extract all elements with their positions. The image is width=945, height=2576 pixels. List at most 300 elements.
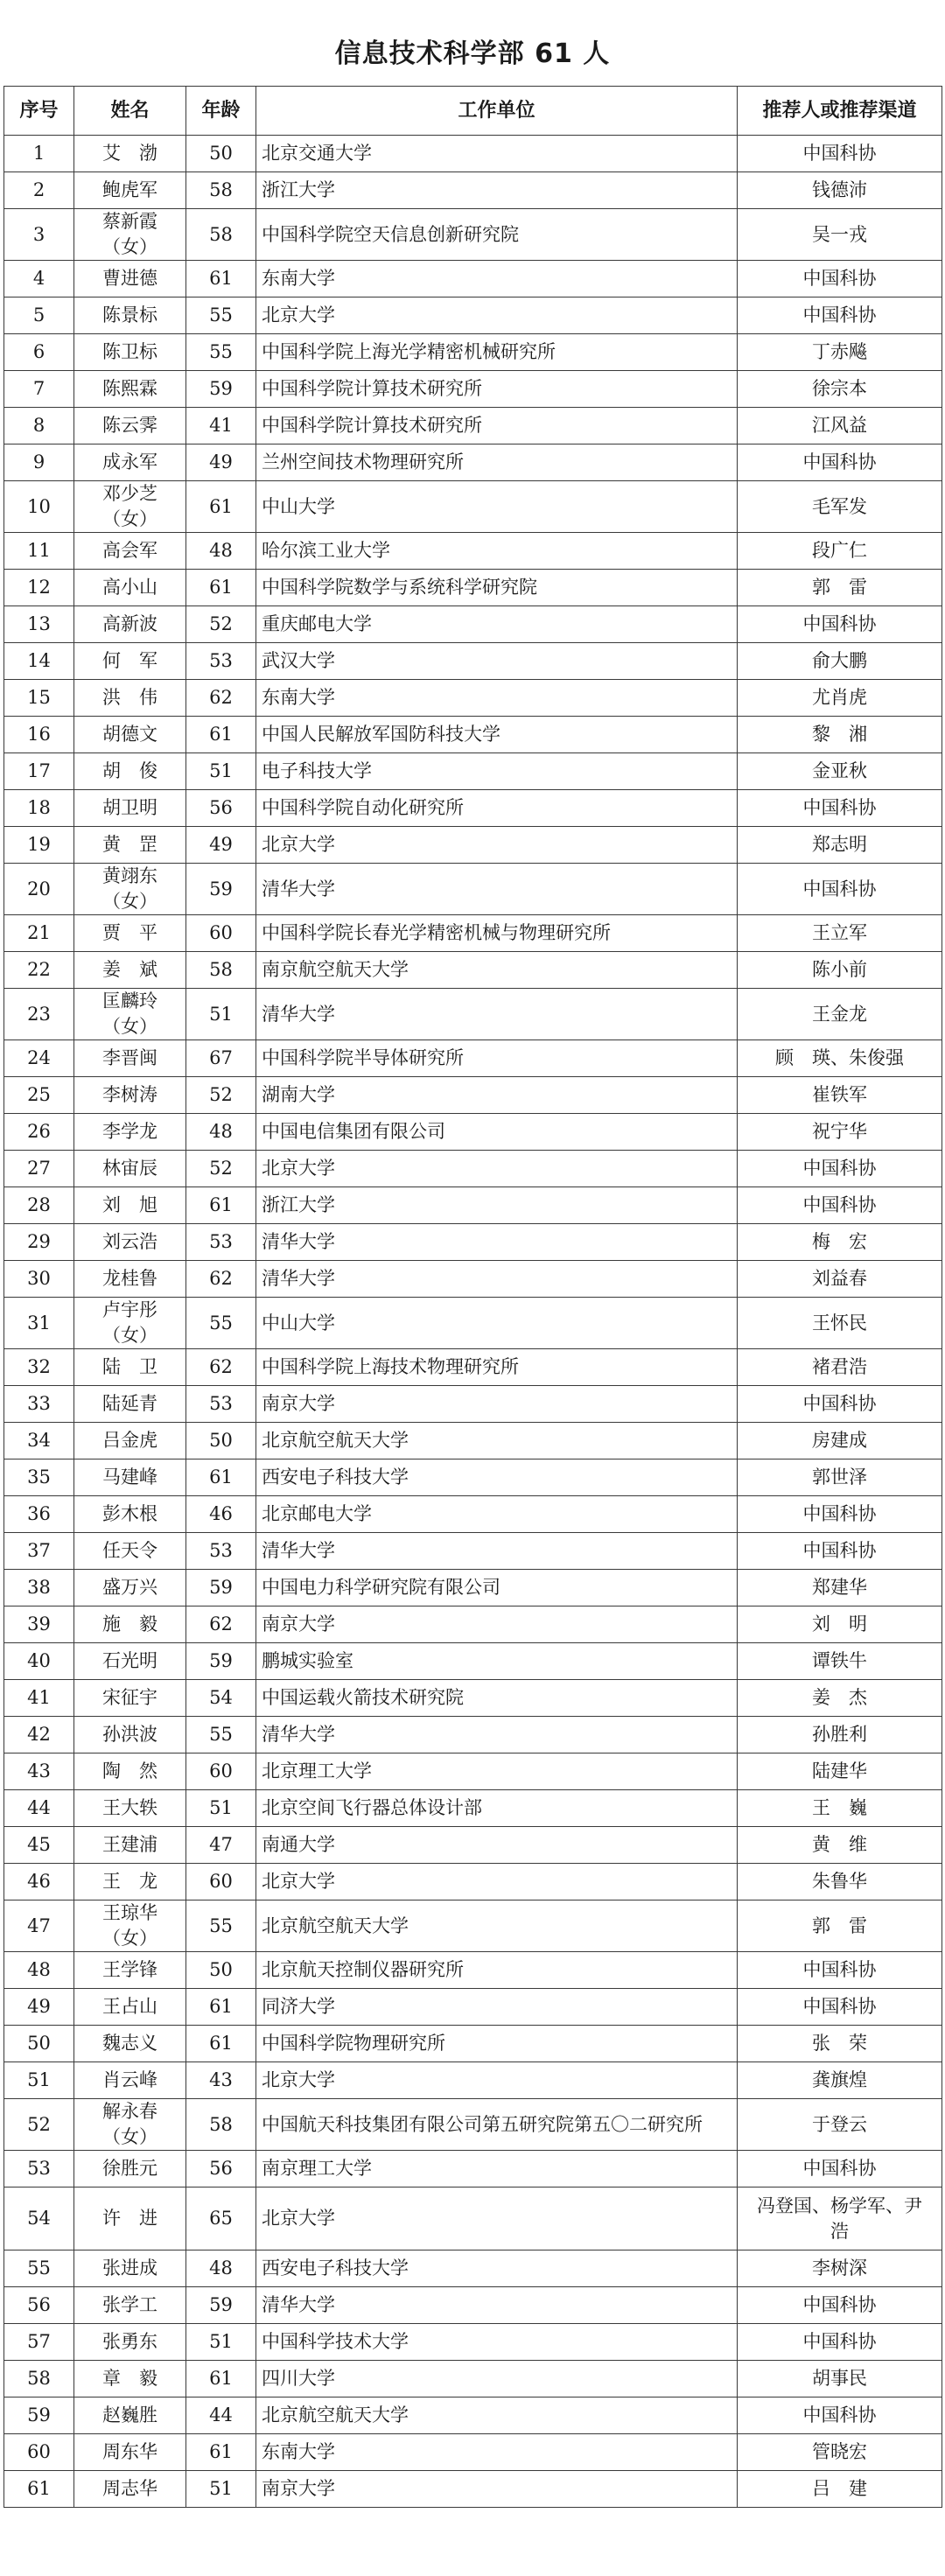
cell-recommender: 中国科协 [738,1989,942,2026]
cell-serial-number: 52 [4,2099,74,2151]
cell-age: 60 [186,915,256,952]
cell-work-unit: 中国电力科学研究院有限公司 [256,1570,738,1606]
cell-serial-number: 53 [4,2151,74,2188]
cell-recommender: 徐宗本 [738,371,942,408]
cell-recommender: 中国科协 [738,2324,942,2361]
cell-serial-number: 23 [4,989,74,1040]
header-serial-number: 序号 [4,87,74,136]
table-row [4,2062,942,2099]
cell-serial-number: 32 [4,1349,74,1386]
cell-recommender: 张 荣 [738,2026,942,2062]
cell-serial-number: 37 [4,1533,74,1570]
cell-work-unit: 清华大学 [256,2287,738,2324]
cell-work-unit: 同济大学 [256,1989,738,2026]
cell-recommender: 中国科协 [738,1187,942,1224]
cell-work-unit: 北京大学 [256,1864,738,1900]
cell-age: 61 [186,1989,256,2026]
table-row [4,1827,942,1864]
cell-name: 章 毅 [74,2361,186,2398]
cell-recommender: 中国科协 [738,2287,942,2324]
cell-work-unit: 鹏城实验室 [256,1643,738,1680]
table-body [4,136,942,2508]
cell-serial-number: 54 [4,2188,74,2250]
cell-work-unit: 重庆邮电大学 [256,606,738,643]
table-row [4,1349,942,1386]
cell-serial-number: 11 [4,533,74,570]
cell-age: 48 [186,533,256,570]
table-header-row [4,87,942,136]
cell-recommender: 孙胜利 [738,1717,942,1754]
cell-recommender: 中国科协 [738,1386,942,1423]
cell-recommender: 王 巍 [738,1790,942,1827]
table-row [4,1952,942,1989]
cell-work-unit: 北京大学 [256,298,738,334]
cell-name: 陶 然 [74,1754,186,1790]
cell-age: 50 [186,1423,256,1460]
cell-serial-number: 38 [4,1570,74,1606]
cell-name: 石光明 [74,1643,186,1680]
cell-work-unit: 中国科学院计算技术研究所 [256,371,738,408]
cell-age: 59 [186,864,256,915]
cell-recommender: 褚君浩 [738,1349,942,1386]
cell-recommender: 毛军发 [738,481,942,533]
cell-serial-number: 60 [4,2434,74,2471]
cell-serial-number: 25 [4,1077,74,1114]
nominee-table [4,86,942,2508]
cell-age: 55 [186,334,256,371]
cell-name: 吕金虎 [74,1423,186,1460]
cell-serial-number: 50 [4,2026,74,2062]
cell-work-unit: 哈尔滨工业大学 [256,533,738,570]
cell-serial-number: 6 [4,334,74,371]
cell-age: 46 [186,1496,256,1533]
cell-recommender: 中国科协 [738,298,942,334]
cell-age: 55 [186,298,256,334]
cell-serial-number: 8 [4,408,74,444]
cell-recommender: 祝宁华 [738,1114,942,1151]
table-row [4,2188,942,2250]
cell-work-unit: 北京航天控制仪器研究所 [256,1952,738,1989]
cell-recommender: 胡事民 [738,2361,942,2398]
cell-recommender: 郑建华 [738,1570,942,1606]
table-row [4,915,942,952]
cell-recommender: 俞大鹏 [738,643,942,680]
cell-recommender: 冯登国、杨学军、尹 浩 [738,2188,942,2250]
cell-recommender: 陈小前 [738,952,942,989]
cell-work-unit: 北京交通大学 [256,136,738,172]
cell-name: 徐胜元 [74,2151,186,2188]
cell-name: 王占山 [74,1989,186,2026]
cell-recommender: 尤肖虎 [738,680,942,717]
cell-work-unit: 中国科学院上海光学精密机械研究所 [256,334,738,371]
cell-recommender: 中国科协 [738,261,942,298]
cell-name: 李晋闽 [74,1040,186,1077]
cell-recommender: 黄 维 [738,1827,942,1864]
table-row [4,1298,942,1349]
cell-age: 67 [186,1040,256,1077]
table-row [4,680,942,717]
table-row [4,1040,942,1077]
cell-age: 55 [186,1298,256,1349]
cell-name: 王大轶 [74,1790,186,1827]
cell-serial-number: 45 [4,1827,74,1864]
cell-work-unit: 武汉大学 [256,643,738,680]
cell-serial-number: 44 [4,1790,74,1827]
cell-name: 陈卫标 [74,334,186,371]
cell-serial-number: 30 [4,1261,74,1298]
cell-recommender: 梅 宏 [738,1224,942,1261]
cell-work-unit: 四川大学 [256,2361,738,2398]
cell-recommender: 李树深 [738,2250,942,2287]
cell-recommender: 段广仁 [738,533,942,570]
table-row [4,1423,942,1460]
cell-age: 62 [186,1261,256,1298]
cell-work-unit: 北京大学 [256,1151,738,1187]
cell-work-unit: 北京空间飞行器总体设计部 [256,1790,738,1827]
cell-age: 47 [186,1827,256,1864]
cell-work-unit: 浙江大学 [256,1187,738,1224]
cell-name: 盛万兴 [74,1570,186,1606]
cell-serial-number: 46 [4,1864,74,1900]
cell-age: 59 [186,2287,256,2324]
table-row [4,1460,942,1496]
cell-name: 贾 平 [74,915,186,952]
cell-age: 62 [186,680,256,717]
cell-age: 41 [186,408,256,444]
table-row [4,2287,942,2324]
cell-work-unit: 东南大学 [256,680,738,717]
cell-name: 魏志义 [74,2026,186,2062]
cell-serial-number: 9 [4,444,74,481]
table-row [4,2471,942,2508]
table-row [4,298,942,334]
cell-name: 马建峰 [74,1460,186,1496]
cell-name: 王琼华（女） [74,1900,186,1952]
cell-name: 解永春（女） [74,2099,186,2151]
cell-name: 陈熙霖 [74,371,186,408]
cell-age: 52 [186,1151,256,1187]
cell-name: 姜 斌 [74,952,186,989]
cell-serial-number: 16 [4,717,74,753]
cell-recommender: 中国科协 [738,790,942,827]
cell-work-unit: 北京航空航天大学 [256,1900,738,1952]
header-age: 年龄 [186,87,256,136]
cell-serial-number: 51 [4,2062,74,2099]
cell-recommender: 朱鲁华 [738,1864,942,1900]
table-row [4,864,942,915]
table-row [4,1077,942,1114]
cell-name: 鲍虎军 [74,172,186,209]
cell-name: 高会军 [74,533,186,570]
cell-serial-number: 42 [4,1717,74,1754]
cell-work-unit: 东南大学 [256,2434,738,2471]
table-row [4,533,942,570]
cell-serial-number: 48 [4,1952,74,1989]
cell-work-unit: 北京航空航天大学 [256,2398,738,2434]
page-title: 信息技术科学部 61 人 [334,38,611,69]
table-row [4,172,942,209]
cell-serial-number: 3 [4,209,74,261]
table-row [4,1496,942,1533]
table-row [4,444,942,481]
table-row [4,2434,942,2471]
cell-age: 61 [186,2361,256,2398]
cell-age: 61 [186,261,256,298]
cell-serial-number: 29 [4,1224,74,1261]
cell-name: 李树涛 [74,1077,186,1114]
table-row [4,1754,942,1790]
cell-recommender: 中国科协 [738,606,942,643]
cell-age: 61 [186,1187,256,1224]
cell-work-unit: 北京大学 [256,2188,738,2250]
cell-name: 洪 伟 [74,680,186,717]
cell-serial-number: 26 [4,1114,74,1151]
cell-name: 刘 旭 [74,1187,186,1224]
cell-serial-number: 56 [4,2287,74,2324]
cell-recommender: 中国科协 [738,2151,942,2188]
cell-recommender: 钱德沛 [738,172,942,209]
cell-work-unit: 清华大学 [256,1261,738,1298]
cell-recommender: 姜 杰 [738,1680,942,1717]
table-row [4,408,942,444]
cell-recommender: 郭 雷 [738,570,942,606]
cell-work-unit: 中国科学院长春光学精密机械与物理研究所 [256,915,738,952]
cell-age: 48 [186,2250,256,2287]
cell-recommender: 中国科协 [738,1151,942,1187]
cell-serial-number: 7 [4,371,74,408]
cell-name: 宋征宇 [74,1680,186,1717]
cell-age: 53 [186,643,256,680]
cell-serial-number: 61 [4,2471,74,2508]
cell-work-unit: 南通大学 [256,1827,738,1864]
cell-name: 胡 俊 [74,753,186,790]
cell-serial-number: 13 [4,606,74,643]
cell-serial-number: 57 [4,2324,74,2361]
table-row [4,1606,942,1643]
table-row [4,1570,942,1606]
table-row [4,1114,942,1151]
cell-work-unit: 北京大学 [256,827,738,864]
cell-age: 54 [186,1680,256,1717]
cell-serial-number: 27 [4,1151,74,1187]
cell-age: 60 [186,1864,256,1900]
cell-age: 53 [186,1224,256,1261]
cell-serial-number: 55 [4,2250,74,2287]
cell-recommender: 刘益春 [738,1261,942,1298]
cell-age: 50 [186,1952,256,1989]
cell-age: 48 [186,1114,256,1151]
cell-name: 许 进 [74,2188,186,2250]
cell-serial-number: 59 [4,2398,74,2434]
cell-work-unit: 南京大学 [256,2471,738,2508]
cell-name: 王 龙 [74,1864,186,1900]
cell-recommender: 王怀民 [738,1298,942,1349]
cell-serial-number: 43 [4,1754,74,1790]
cell-serial-number: 36 [4,1496,74,1533]
table-row [4,753,942,790]
cell-work-unit: 中国科学院物理研究所 [256,2026,738,2062]
cell-work-unit: 西安电子科技大学 [256,1460,738,1496]
cell-serial-number: 14 [4,643,74,680]
cell-serial-number: 28 [4,1187,74,1224]
cell-age: 50 [186,136,256,172]
cell-work-unit: 中国电信集团有限公司 [256,1114,738,1151]
cell-recommender: 中国科协 [738,444,942,481]
cell-serial-number: 34 [4,1423,74,1460]
cell-age: 61 [186,2434,256,2471]
cell-age: 55 [186,1717,256,1754]
cell-serial-number: 33 [4,1386,74,1423]
cell-recommender: 于登云 [738,2099,942,2151]
cell-recommender: 王金龙 [738,989,942,1040]
cell-name: 陈云霁 [74,408,186,444]
cell-serial-number: 21 [4,915,74,952]
cell-work-unit: 南京大学 [256,1606,738,1643]
cell-recommender: 中国科协 [738,1952,942,1989]
cell-age: 55 [186,1900,256,1952]
cell-age: 58 [186,952,256,989]
cell-age: 43 [186,2062,256,2099]
table-row [4,371,942,408]
cell-name: 张进成 [74,2250,186,2287]
cell-age: 61 [186,570,256,606]
table-row [4,1224,942,1261]
cell-age: 59 [186,371,256,408]
cell-work-unit: 中国航天科技集团有限公司第五研究院第五〇二研究所 [256,2099,738,2151]
cell-name: 刘云浩 [74,1224,186,1261]
cell-name: 卢宇彤（女） [74,1298,186,1349]
cell-age: 65 [186,2188,256,2250]
header-work-unit: 工作单位 [256,87,738,136]
cell-name: 邓少芝（女） [74,481,186,533]
cell-name: 胡德文 [74,717,186,753]
table-row [4,2250,942,2287]
cell-name: 任天令 [74,1533,186,1570]
cell-age: 62 [186,1349,256,1386]
cell-age: 62 [186,1606,256,1643]
cell-name: 胡卫明 [74,790,186,827]
cell-work-unit: 西安电子科技大学 [256,2250,738,2287]
cell-serial-number: 10 [4,481,74,533]
cell-serial-number: 15 [4,680,74,717]
cell-work-unit: 中国科学技术大学 [256,2324,738,2361]
cell-work-unit: 中山大学 [256,481,738,533]
cell-name: 周东华 [74,2434,186,2471]
cell-work-unit: 中国人民解放军国防科技大学 [256,717,738,753]
cell-work-unit: 南京大学 [256,1386,738,1423]
table-row [4,1151,942,1187]
cell-name: 陆延青 [74,1386,186,1423]
cell-serial-number: 12 [4,570,74,606]
cell-recommender: 崔铁军 [738,1077,942,1114]
cell-age: 52 [186,1077,256,1114]
table-row [4,1643,942,1680]
table-row [4,1864,942,1900]
cell-serial-number: 5 [4,298,74,334]
cell-work-unit: 南京理工大学 [256,2151,738,2188]
cell-name: 龙桂鲁 [74,1261,186,1298]
cell-name: 孙洪波 [74,1717,186,1754]
cell-name: 成永军 [74,444,186,481]
cell-recommender: 丁赤飚 [738,334,942,371]
cell-age: 59 [186,1643,256,1680]
cell-work-unit: 北京理工大学 [256,1754,738,1790]
cell-serial-number: 58 [4,2361,74,2398]
cell-serial-number: 49 [4,1989,74,2026]
table-row [4,570,942,606]
cell-recommender: 顾 瑛、朱俊强 [738,1040,942,1077]
cell-age: 53 [186,1533,256,1570]
cell-age: 61 [186,481,256,533]
table-row [4,2398,942,2434]
cell-name: 林宙辰 [74,1151,186,1187]
cell-work-unit: 中国科学院自动化研究所 [256,790,738,827]
cell-age: 60 [186,1754,256,1790]
cell-age: 58 [186,172,256,209]
cell-serial-number: 40 [4,1643,74,1680]
table-row [4,952,942,989]
cell-name: 赵巍胜 [74,2398,186,2434]
table-row [4,334,942,371]
cell-work-unit: 清华大学 [256,989,738,1040]
cell-serial-number: 47 [4,1900,74,1952]
cell-age: 51 [186,753,256,790]
table-row [4,1989,942,2026]
cell-age: 52 [186,606,256,643]
table-row [4,1187,942,1224]
cell-serial-number: 24 [4,1040,74,1077]
cell-serial-number: 31 [4,1298,74,1349]
table-row [4,1900,942,1952]
table-row [4,790,942,827]
cell-name: 彭木根 [74,1496,186,1533]
table-row [4,2151,942,2188]
table-row [4,2099,942,2151]
header-name: 姓名 [74,87,186,136]
cell-serial-number: 18 [4,790,74,827]
table-row [4,989,942,1040]
cell-recommender: 中国科协 [738,1533,942,1570]
cell-name: 陈景标 [74,298,186,334]
cell-name: 陆 卫 [74,1349,186,1386]
table-row [4,2361,942,2398]
cell-recommender: 金亚秋 [738,753,942,790]
cell-work-unit: 中山大学 [256,1298,738,1349]
cell-work-unit: 东南大学 [256,261,738,298]
cell-work-unit: 浙江大学 [256,172,738,209]
cell-work-unit: 中国科学院空天信息创新研究院 [256,209,738,261]
cell-age: 53 [186,1386,256,1423]
cell-name: 肖云峰 [74,2062,186,2099]
cell-age: 61 [186,1460,256,1496]
cell-recommender: 郭世泽 [738,1460,942,1496]
cell-name: 王学锋 [74,1952,186,1989]
cell-age: 51 [186,2471,256,2508]
cell-recommender: 中国科协 [738,2398,942,2434]
cell-name: 李学龙 [74,1114,186,1151]
cell-work-unit: 中国科学院半导体研究所 [256,1040,738,1077]
table-row [4,1680,942,1717]
cell-serial-number: 2 [4,172,74,209]
cell-recommender: 郑志明 [738,827,942,864]
cell-name: 张学工 [74,2287,186,2324]
cell-age: 58 [186,209,256,261]
cell-work-unit: 中国科学院数学与系统科学研究院 [256,570,738,606]
cell-age: 56 [186,790,256,827]
cell-serial-number: 4 [4,261,74,298]
cell-recommender: 刘 明 [738,1606,942,1643]
table-row [4,606,942,643]
